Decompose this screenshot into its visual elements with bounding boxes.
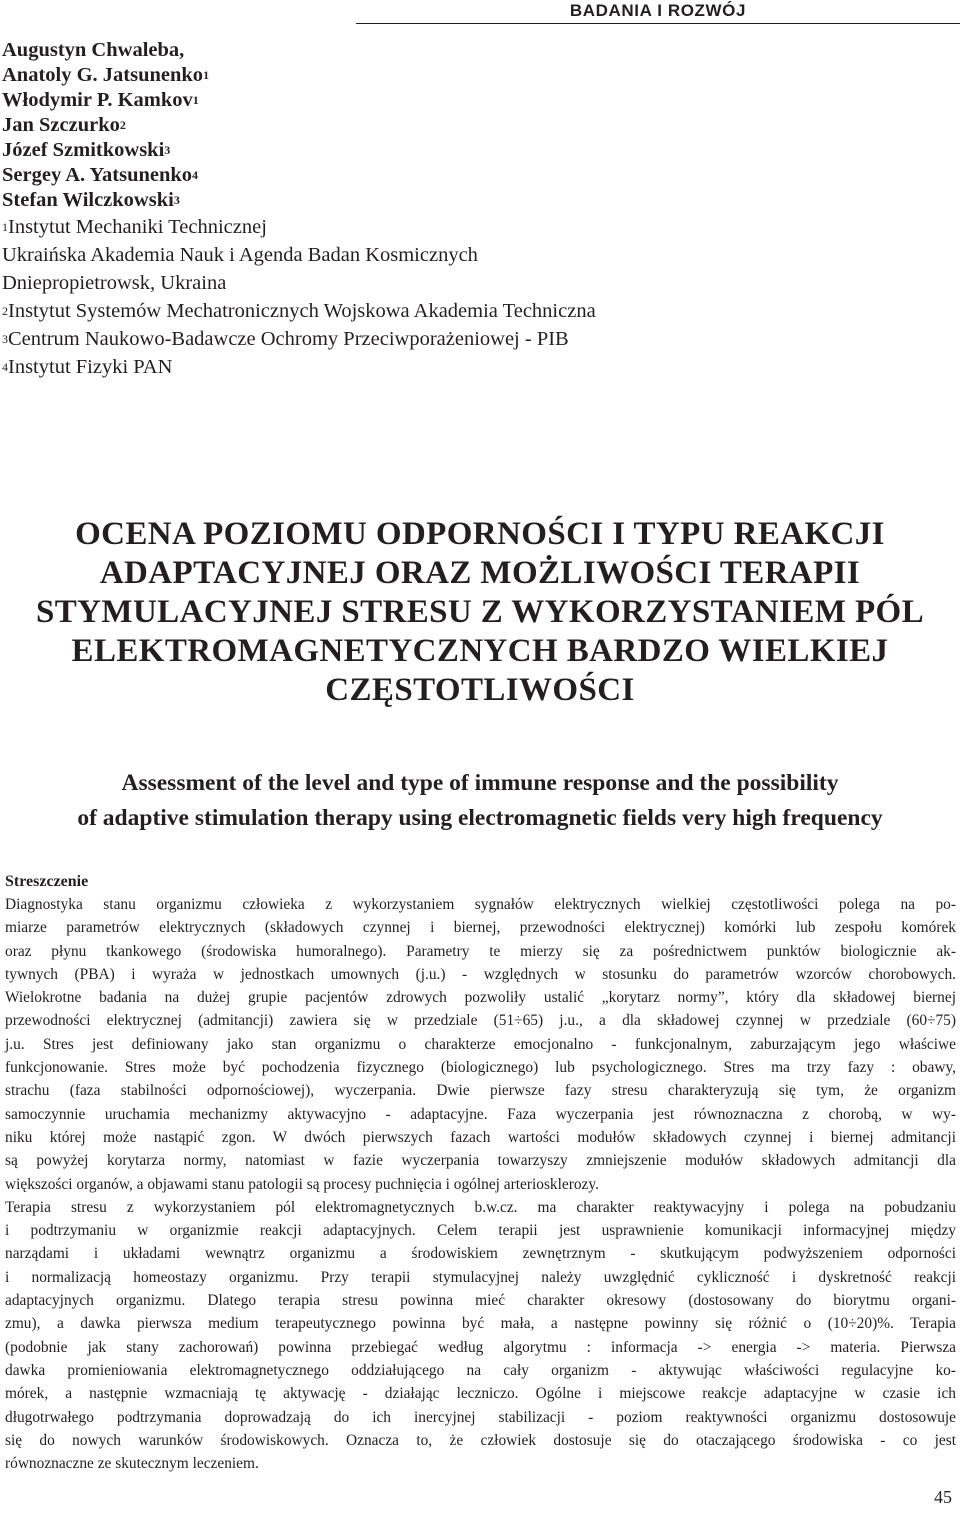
title-line: CZĘSTOTLIWOŚCI: [325, 672, 635, 708]
affiliation: $^1$Instytut Mechaniki Technicznej: [2, 216, 267, 238]
abstract-body: [5, 893, 956, 1475]
abstract-line: długotrwałego podtrzymania doprowadzają do ich inercyjnej stabilizacji - poziom reaktywności organizmu dostosowuje: [5, 1408, 956, 1426]
abstract-line: adaptacyjnych organizmu. Dlatego terapia stresu powinna mieć charakter okresowy (dostosowany do biorytmu organi-: [5, 1292, 956, 1310]
abstract-line: równoznaczne ze skutecznym leczeniem.: [5, 1455, 259, 1473]
abstract-heading: Streszczenie: [5, 873, 89, 890]
affiliation: Ukraińska Akademia Nauk i Agenda Badan Kosmicznych: [2, 244, 478, 266]
affiliation: Dniepropietrowsk, Ukraina: [2, 272, 227, 294]
abstract-line: i podtrzymaniu w organizmie reakcji adaptacyjnych. Celem terapii jest usprawnienie komunikacji informacyjnej między: [5, 1222, 956, 1240]
abstract-line: się do nowych warunków środowiskowych. Oznacza to, że człowiek dostosuje się do otaczającego środowiska - co jest: [5, 1431, 956, 1449]
author-name: Jan Szczurko$^2$: [2, 114, 126, 136]
abstract-line: większości organów, a objawami stanu patologii są procesy puchnięcia i ogólnej arteriosklerozy.: [5, 1175, 599, 1193]
title-line: ELEKTROMAGNETYCZNYCH BARDZO WIELKIEJ: [71, 633, 889, 669]
abstract-line: Diagnostyka stanu organizmu człowieka z wykorzystaniem sygnałów elektrycznych wielkiej częstotliwości polega na po-: [5, 896, 956, 913]
author-name: Stefan Wilczkowski$^3$: [2, 189, 180, 211]
author-name: Augustyn Chwaleba,: [2, 39, 185, 61]
abstract-line: mórek, a następnie wzmacniają tę aktywację - działając leczniczo. Ogólne i miejscowe reakcje adaptacyjne w czasie ich: [5, 1385, 956, 1403]
title-line: of adaptive stimulation therapy using electromagnetic fields very high frequency: [77, 805, 883, 831]
abstract-line: strachu (faza stabilności odpornościowej), wyczerpania. Dwie pierwsze fazy stresu charakteryzują się tym, że organizm: [5, 1082, 956, 1100]
abstract-line: tywnych (PBA) i wyraża w jednostkach umownych (j.u.) - względnych w stosunku do parametrów wzorców chorobowych.: [5, 965, 956, 983]
abstract-line: narządami i układami wewnątrz organizmu a środowiskiem zewnętrznym - skutkującym podwyższeniem odporności: [5, 1245, 956, 1263]
page-number: 45: [934, 1487, 952, 1507]
abstract-line: niku której może nastąpić zgon. W dwóch pierwszych fazach wartości modułów składowych czynnej i biernej admitancji: [5, 1128, 956, 1146]
affiliation: $^2$Instytut Systemów Mechatronicznych Wojskowa Akademia Techniczna: [2, 300, 596, 322]
title-line: Assessment of the level and type of immune response and the possibility: [121, 770, 839, 796]
author-name: Włodymir P. Kamkov$^1$: [2, 89, 199, 111]
author-name: Józef Szmitkowski$^3$: [2, 139, 171, 161]
affiliation: $^3$Centrum Naukowo-Badawcze Ochromy Przeciwporażeniowej - PIB: [2, 328, 569, 350]
title-polish: [0, 515, 960, 710]
abstract-line: są powyżej korytarza normy, natomiast w fazie wyczerpania towarzyszy zmniejszenie modułów składowych admitancji dla: [5, 1152, 956, 1170]
abstract-line: miarze parametrów elektrycznych (składowych czynnej i biernej, przewodności elektrycznej) komórki lub zespołu komórek: [5, 919, 956, 937]
abstract-line: oraz płynu tkankowego (środowiska humoralnego). Parametry te mierzy się za pośrednictwem punktów biologicznie ak-: [5, 942, 956, 960]
abstract-line: i normalizacją homeostazy organizmu. Przy terapii stymulacyjnej należy uwzględnić cykliczność i dyskretność reakcji: [5, 1268, 956, 1286]
abstract-line: j.u. Stres jest definiowany jako stan organizmu o charakterze emocjonalno - funkcjonalnym, zaburzającym jego właściwe: [5, 1035, 956, 1053]
abstract-line: przewodności elektrycznej (admitancji) zawiera się w przedziale (51÷65) j.u., a dla składowej czynnej w przedziale (60÷75): [5, 1012, 956, 1030]
affiliation: $^4$Instytut Fizyki PAN: [2, 356, 173, 378]
abstract-line: samoczynnie uruchamia mechanizmy aktywacyjno - adaptacyjne. Faza wyczerpania jest równoznaczna z chorobą, w wy-: [5, 1105, 956, 1123]
abstract-line: Terapia stresu z wykorzystaniem pól elektromagnetycznych b.w.cz. ma charakter reaktywacyjny i polega na pobudzaniu: [5, 1198, 956, 1216]
author-block: [2, 38, 596, 381]
abstract-line: Wielokrotne badania na dużej grupie pacjentów zdrowych pozwoliły ustalić „korytarz normy”, który dla składowej biernej: [5, 989, 956, 1007]
title-english: [0, 766, 960, 836]
abstract-line: (podobnie jak stany zachorowań) powinna przebiegać według algorytmu : informacja -> energia -> materia. Pierwsza: [5, 1338, 956, 1356]
section-label: BADANIA I ROZWÓJ: [356, 0, 960, 24]
title-line: ADAPTACYJNEJ ORAZ MOŻLIWOŚCI TERAPII: [99, 555, 861, 591]
author-name: Anatoly G. Jatsunenko$^1$: [2, 64, 210, 86]
title-line: STYMULACYJNEJ STRESU Z WYKORZYSTANIEM PÓL: [36, 594, 924, 630]
title-line: OCENA POZIOMU ODPORNOŚCI I TYPU REAKCJI: [75, 516, 885, 552]
abstract-line: zmu), a dawka pierwsza medium terapeutycznego powinna być mała, a następne powinny się różnić o (10÷20)%. Terapia: [5, 1315, 956, 1333]
author-name: Sergey A. Yatsunenko$^4$: [2, 164, 199, 186]
abstract-line: dawka promieniowania elektromagnetycznego oddziałującego na cały organizm - aktywując właściwości regulacyjne ko-: [5, 1361, 956, 1379]
abstract-line: funkcjonowanie. Stres może być pochodzenia fizycznego (biologicznego) lub psychologicznego. Stres ma trzy fazy : obawy,: [5, 1059, 956, 1077]
